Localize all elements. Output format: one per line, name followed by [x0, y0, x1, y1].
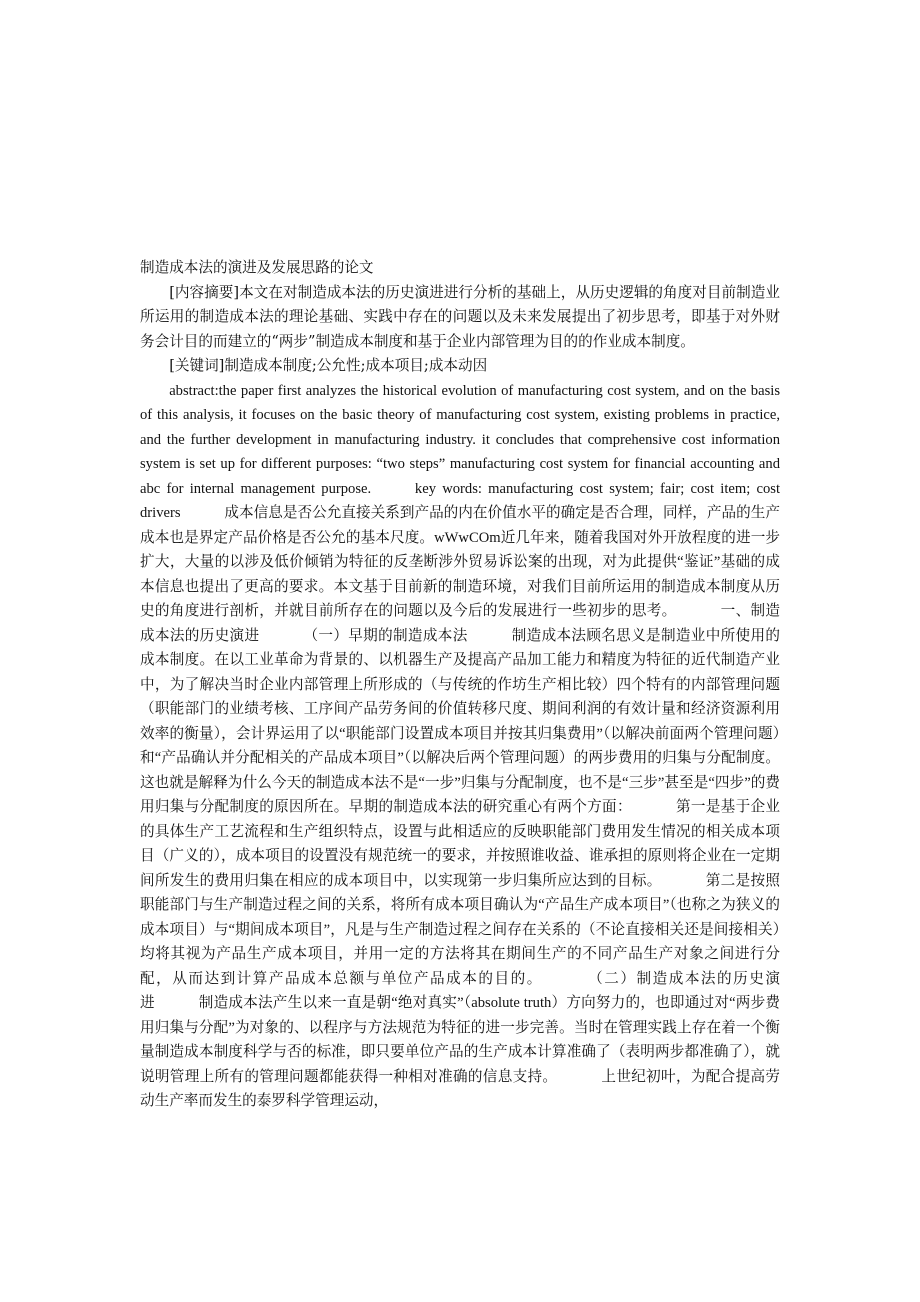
body-history-text: 制造成本法产生以来一直是朝“绝对真实”（absolute truth）方向努力的，也即通过对“两步费用归集与分配”为对象的、以程序与方法规范为特征的进一步完善。当时在管理实践上存在着一个衡量制造成本制度科学与否的标准，即只要单位产品的生产成本计算准确了（表明两步都准确了），就说明管理上所有的管理问题都能获得一种相对准确的信息支持。: [140, 995, 780, 1085]
subsection-heading-1: （一）早期的制造成本法: [303, 627, 468, 644]
subsection-heading-2: （二）制造成本法的历史演进: [140, 970, 780, 1011]
document-title: 制造成本法的演进及发展思路的论文: [140, 259, 374, 276]
body-taylor-text: 上世纪初叶，为配合提高劳动生产率而发生的泰罗科学管理运动，: [140, 1068, 780, 1109]
point-2-text: 第二是按照职能部门与生产制造过程之间的关系，将所有成本项目确认为“产品生产成本项目”（也称之为狭义的成本项目）与“期间成本项目”，凡是与生产制造过程之间存在关系的（不论直接相关还是间接相关）均将其视为产品生产成本项目，并用一定的方法将其在期间生产的不同产品生产对象之间进行分配，从而达到计算产品成本总额与单位产品成本的目的。: [140, 872, 780, 987]
body-intro-text: 成本信息是否公允直接关系到产品的内在价值水平的确定是否合理，同样，产品的生产成本也是界定产品价格是否公允的基本尺度。wWwCOm近几年来，随着我国对外开放程度的进一步扩大，大量的以涉及低价倾销为特征的反垄断涉外贸易诉讼案的出现，对为此提供“鉴证”基础的成本信息也提出了更高的要求。本文基于目前新的制造环境，对我们目前所运用的制造成本制度从历史的角度进行剖析，并就目前所存在的问题以及今后的发展进行一些初步的思考。: [140, 505, 780, 619]
abstract-paragraph: [内容摘要]本文在对制造成本法的历史演进进行分析的基础上，从历史逻辑的角度对目前制造业所运用的制造成本法的理论基础、实践中存在的问题以及未来发展提出了初步思考，即基于对外财务会计目的而建立的“两步”制造成本制度和基于企业内部管理为目的的作业成本制度。: [140, 283, 780, 350]
english-keywords-text: key words: manufacturing cost system; fair; cost item; cost drivers: [140, 480, 780, 521]
section-heading-1: 一、制造成本法的历史演进: [140, 603, 780, 644]
keywords-paragraph: [关键词]制造成本制度;公允性;成本项目;成本动因: [169, 357, 488, 374]
document-page: [140, 256, 780, 1114]
point-1-text: 第一是基于企业的具体生产工艺流程和生产组织特点，设置与此相适应的反映职能部门费用发生情况的相关成本项目（广义的），成本项目的设置没有规范统一的要求，并按照谁收益、谁承担的原则将企业在一定期间所发生的费用归集在相应的成本项目中，以实现第一步归集所应达到的目标。: [140, 799, 780, 889]
body-early-text: 制造成本法顾名思义是制造业中所使用的成本制度。在以工业革命为背景的、以机器生产及提高产品加工能力和精度为特征的近代制造产业中，为了解决当时企业内部管理上所形成的（与传统的作坊生产相比较）四个特有的内部管理问题（职能部门的业绩考核、工序间产品劳务间的价值转移尺度、期间利润的有效计量和经济资源利用效率的衡量），会计界运用了以“职能部门设置成本项目并按其归集费用”（以解决前面两个管理问题）和“产品确认并分配相关的产品成本项目”（以解决后两个管理问题）的两步费用的归集与分配制度。这也就是解释为什么今天的制造成本法不是“一步”归集与分配制度，也不是“三步”甚至是“四步”的费用归集与分配制度的原因所在。早期的制造成本法的研究重心有两个方面：: [140, 627, 780, 815]
english-abstract-text: abstract:the paper first analyzes the historical evolution of manufacturing cost system, and on the basis of this analysis, it focuses on the basic theory of manufacturing cost system, existing problems in practice, and the further development in manufacturing industry. it concludes that comprehensive cost information system is set up for different purposes: “two steps” manufacturing cost system for financial accounting and abc for internal management purpose.: [140, 382, 780, 497]
english-abstract-paragraph: [140, 379, 780, 1114]
